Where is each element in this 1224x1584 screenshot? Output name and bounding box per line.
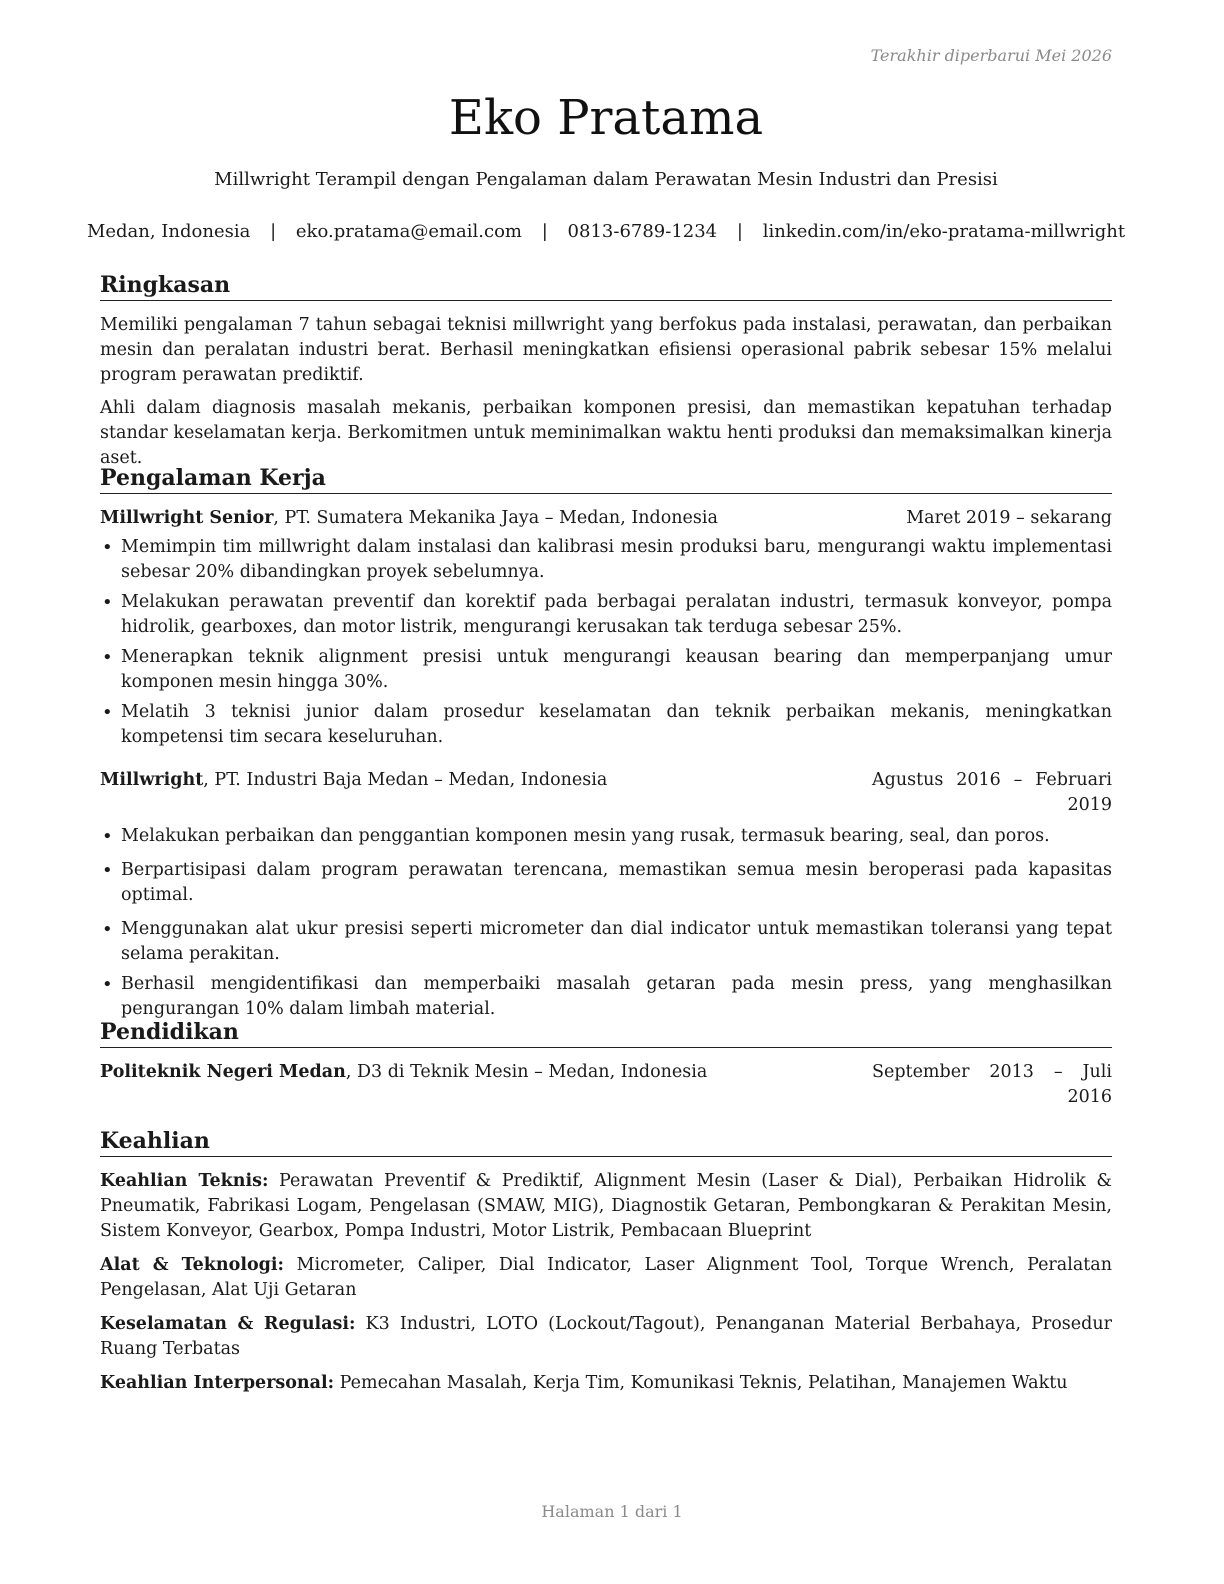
skill-text: K3 Industri, LOTO (Lockout/Tagout), Penanganan Material Berbahaya, Prosedur Ruang Terbatas [100,1314,1112,1359]
job-role: Millwright [100,770,204,790]
skills-section [100,1127,1112,1405]
section-title-education: Pendidikan [100,1018,1112,1048]
job-bullets [100,824,1112,1022]
section-title-skills: Keahlian [100,1127,1112,1157]
skill-text: Perawatan Preventif & Prediktif, Alignment Mesin (Laser & Dial), Perbaikan Hidrolik & Pneumatik, Fabrikasi Logam, Pengelasan (SMAW, MIG), Diagnostik Getaran, Pembongkaran & Perakitan Mesin, Sistem Konveyor, Gearbox, Pompa Industri, Motor Listrik, Pembacaan Blueprint [100,1171,1112,1241]
contact-email[interactable]: eko.pratama@email.com [295,221,522,242]
tagline: Millwright Terampil dengan Pengalaman dalam Perawatan Mesin Industri dan Presisi [214,169,998,190]
skill-text: Micrometer, Caliper, Dial Indicator, Laser Alignment Tool, Torque Wrench, Peralatan Pengelasan, Alat Uji Getaran [100,1255,1112,1300]
skill-label: Keselamatan & Regulasi: [100,1314,356,1334]
skill-label: Keahlian Interpersonal: [100,1373,335,1393]
skill-label: Alat & Teknologi: [100,1255,284,1275]
list-item: • Memimpin tim millwright dalam instalasi dan kalibrasi mesin produksi baru, mengurangi waktu implementasi sebesar 20% dibandingkan proyek sebelumnya. [100,535,1112,585]
list-item: • Berpartisipasi dalam program perawatan terencana, memastikan semua mesin beroperasi pada kapasitas optimal. [100,858,1112,908]
summary-paragraph: Memiliki pengalaman 7 tahun sebagai teknisi millwright yang berfokus pada instalasi, perawatan, dan perbaikan mesin dan peralatan industri berat. Berhasil meningkatkan efisiensi operasional pabrik sebesar 15% melalui program perawatan prediktif. [100,315,1112,385]
job-company: , PT. Industri Baja Medan – Medan, Indonesia [203,770,608,790]
last-updated: Terakhir diperbarui Mei 2026 [870,46,1112,65]
experience-section [100,464,1112,1027]
skill-group [100,1253,1112,1303]
education-entry [100,1060,1112,1110]
list-item: • Menggunakan alat ukur presisi seperti micrometer dan dial indicator untuk memastikan toleransi yang tepat selama perakitan. [100,917,1112,967]
job-header [100,768,1112,818]
list-item: • Melakukan perawatan preventif dan korektif pada berbagai peralatan industri, termasuk konveyor, pompa hidrolik, gearboxes, dan motor listrik, mengurangi kerusakan tak terduga sebesar 25%. [100,590,1112,640]
job-bullets [100,535,1112,750]
list-item: • Melakukan perbaikan dan penggantian komponen mesin yang rusak, termasuk bearing, seal, dan poros. [100,824,1112,849]
contact-phone[interactable]: 0813-6789-1234 [567,221,718,242]
education-section [100,1018,1112,1110]
section-title-experience: Pengalaman Kerja [100,464,1112,494]
candidate-name: Eko Pratama [448,90,764,146]
skill-group [100,1371,1112,1396]
education-dates: September 2013 – Juli 2016 [872,1062,1112,1107]
list-item: • Menerapkan teknik alignment presisi untuk mengurangi keausan bearing dan memperpanjang umur komponen mesin hingga 30%. [100,645,1112,695]
education-detail: , D3 di Teknik Mesin – Medan, Indonesia [345,1062,708,1082]
skill-group [100,1312,1112,1362]
job-entry [100,506,1112,750]
job-role: Millwright Senior [100,508,274,528]
job-dates: Maret 2019 – sekarang [906,508,1112,528]
contact-separator: | [541,221,548,242]
job-entry [100,768,1112,1022]
list-item: • Melatih 3 teknisi junior dalam prosedur keselamatan dan teknik perbaikan mekanis, meningkatkan kompetensi tim secara keseluruhan. [100,700,1112,750]
job-dates: Agustus 2016 – Februari 2019 [872,770,1112,815]
section-title-summary: Ringkasan [100,271,1112,301]
skill-group [100,1169,1112,1244]
page-number: Halaman 1 dari 1 [541,1502,683,1521]
contact-separator: | [736,221,743,242]
contact-linkedin[interactable]: linkedin.com/in/eko-pratama-millwright [762,221,1126,242]
summary-paragraph: Ahli dalam diagnosis masalah mekanis, perbaikan komponen presisi, dan memastikan kepatuhan terhadap standar keselamatan kerja. Berkomitmen untuk meminimalkan waktu henti produksi dan memaksimalkan kinerja aset. [100,398,1112,468]
job-company: , PT. Sumatera Mekanika Jaya – Medan, Indonesia [273,508,718,528]
contact-location: Medan, Indonesia [86,221,251,242]
job-header [100,506,1112,531]
school-name: Politeknik Negeri Medan [100,1062,346,1082]
contact-separator: | [270,221,277,242]
skill-label: Keahlian Teknis: [100,1171,269,1191]
list-item: • Berhasil mengidentifikasi dan memperbaiki masalah getaran pada mesin press, yang menghasilkan pengurangan 10% dalam limbah material. [100,972,1112,1022]
skill-text: Pemecahan Masalah, Kerja Tim, Komunikasi Teknis, Pelatihan, Manajemen Waktu [334,1373,1068,1393]
summary-section [100,271,1112,479]
contact-line [80,220,1132,244]
